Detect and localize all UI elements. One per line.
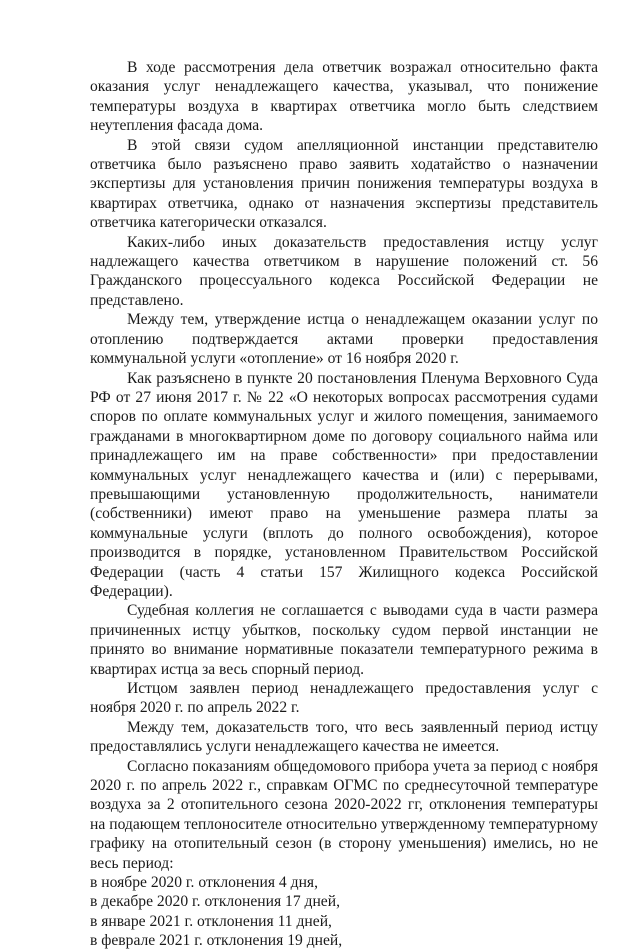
paragraph-no-evidence: Каких-либо иных доказательств предоставления истцу услуг надлежащего качества ответчиком в нарушение положений ст. 56 Гражданского процессуального кодекса Российской Федерации не представлено.: [90, 233, 598, 309]
paragraph-court-disagreement: Судебная коллегия не соглашается с выводами суда в части размера причиненных истцу убытков, поскольку судом первой инстанции не принято во внимание нормативные показатели температурного режима в квартирах истца за весь спорный период.: [90, 602, 598, 678]
paragraph-plenum-clarification: Как разъяснено в пункте 20 постановления Пленума Верховного Суда РФ от 27 июня 2017 г. № 22 «О некоторых вопросах рассмотрения судами споров по оплате коммунальных услуг и жилого помещения, занимаемого гражданами в многоквартирном доме по договору социального найма или принадлежащего им на праве собственности» при предоставлении коммунальных услуг ненадлежащего качества и (или) с перерывами, превышающими установленную продолжительность, наниматели (собственники) имеют право на уменьшение размера платы за коммунальные услуги (вплоть до полного освобождения), которое производится в порядке, установленном Правительством Российской Федерации (часть 4 статьи 157 Жилищного кодекса Российской Федерации).: [90, 369, 598, 600]
paragraph-lack-of-proof: Между тем, доказательств того, что весь заявленный период истцу предоставлялись услуги ненадлежащего качества не имеется.: [90, 718, 598, 756]
paragraph-meter-readings: Согласно показаниям общедомового прибора учета за период с ноября 2020 г. по апрель 2022 г., справкам ОГМС по среднесуточной температуре воздуха за 2 отопительного сезона 2020-2022 гг, отклонения температуры на подающем теплоносителе относительно утвержденному температурному графику на отопительный сезон (в сторону уменьшения) имелись, но не весь период:: [90, 757, 598, 872]
paragraph-inspection-acts: Между тем, утверждение истца о ненадлежащем оказании услуг по отоплению подтверждается актами проверки предоставления коммунальной услуги «отопление» от 16 ноября 2020 г.: [90, 311, 598, 368]
list-item: в январе 2021 г. отклонения 11 дней,: [90, 912, 332, 930]
paragraph-expertise: В этой связи судом апелляционной инстанции представителю ответчика было разъяснено право заявить ходатайство о назначении экспертизы для установления причин понижения температуры воздуха в квартирах ответчика, однако от назначения экспертизы представитель ответчика категорически отказался.: [90, 136, 598, 232]
list-item: в феврале 2021 г. отклонения 19 дней,: [90, 932, 343, 950]
list-item: в декабре 2020 г. отклонения 17 дней,: [90, 893, 340, 911]
paragraph-claimed-period: Истцом заявлен период ненадлежащего предоставления услуг с ноября 2020 г. по апрель 2022 г.: [90, 680, 598, 717]
document-body: [90, 58, 598, 951]
paragraph-objection: В ходе рассмотрения дела ответчик возражал относительно факта оказания услуг ненадлежащего качества, указывал, что понижение температуры воздуха в квартирах ответчика могло быть следствием неутепления фасада дома.: [90, 59, 598, 135]
list-item: в ноябре 2020 г. отклонения 4 дня,: [90, 874, 318, 892]
